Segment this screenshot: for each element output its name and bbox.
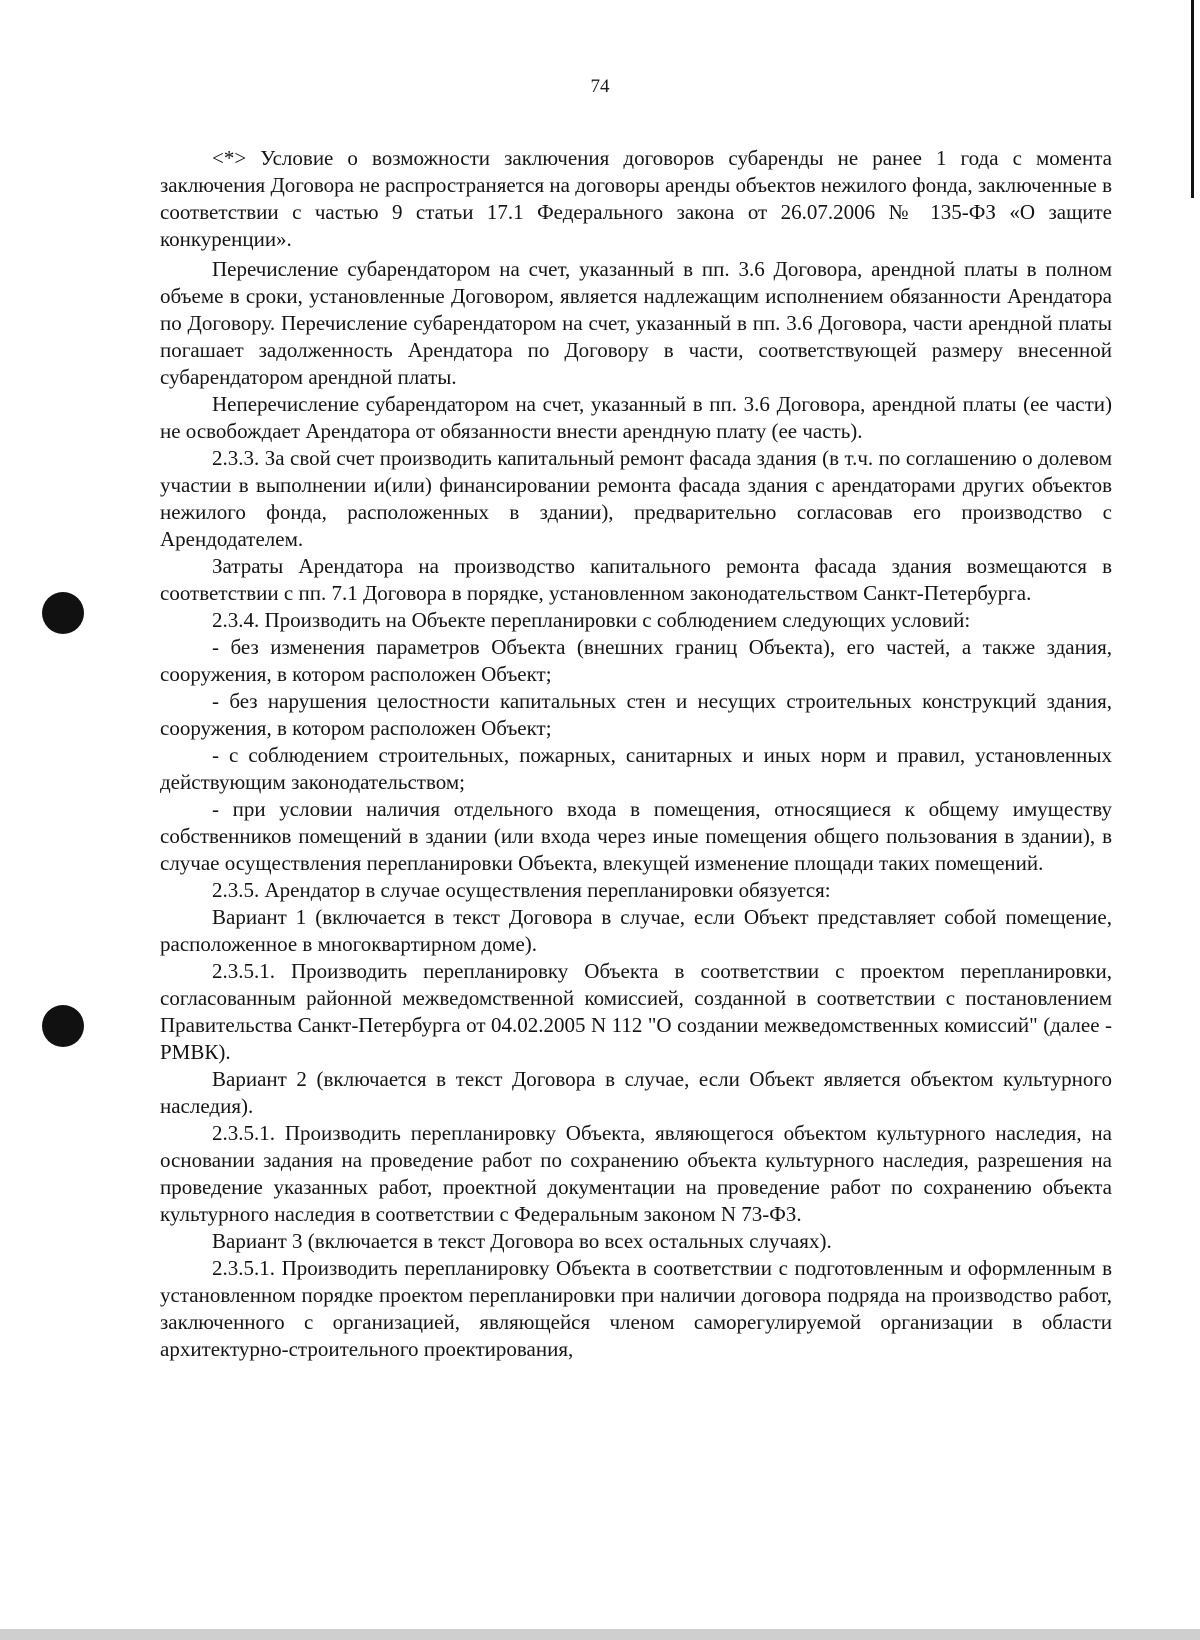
scan-edge-line [1191,0,1194,198]
clause-2-3-5-1: 2.3.5.1. Производить перепланировку Объекта в соответствии с подготовленным и оформленным в установленном порядке проектом перепланировки при наличии договора подряда на производство работ, заключенного с организацией, являющейся членом саморегулируемой организации в области архитектурно-строительного проектирования, [160,1256,1112,1361]
page-number: 74 [590,76,610,97]
paragraph: Перечисление субарендатором на счет, указанный в пп. 3.6 Договора, арендной платы в полном объеме в сроки, установленные Договором, является надлежащим исполнением обязанности Арендатора по Договору. Перечисление субарендатором на счет, указанный в пп. 3.6 Договора, части арендной платы погашает задолженность Арендатора по Договору в части, соответствующей размеру внесенной субарендатором арендной платы. [160,257,1112,389]
list-item: - с соблюдением строительных, пожарных, санитарных и иных норм и правил, установленных действующим законодательством; [160,743,1112,794]
list-item: - без нарушения целостности капитальных стен и несущих строительных конструкций здания, сооружения, в котором расположен Объект; [160,689,1112,740]
variant-3-heading: Вариант 3 (включается в текст Договора во всех остальных случаях). [212,1229,832,1253]
clause-2-3-4: 2.3.4. Производить на Объекте перепланировки с соблюдением следующих условий: [212,608,971,632]
paragraph: Неперечисление субарендатором на счет, указанный в пп. 3.6 Договора, арендной платы (ее части) не освобождает Арендатора от обязанности внести арендную плату (ее часть). [160,392,1112,443]
clause-2-3-3: 2.3.3. За свой счет производить капитальный ремонт фасада здания (в т.ч. по соглашению о долевом участии в выполнении и(или) финансировании ремонта фасада здания с арендаторами других объектов нежилого фонда, расположенных в здании), предварительно согласовав его производство с Арендодателем. [160,446,1112,551]
variant-2-heading: Вариант 2 (включается в текст Договора в случае, если Объект является объектом культурного наследия). [160,1067,1112,1118]
clause-2-3-5-1: 2.3.5.1. Производить перепланировку Объекта, являющегося объектом культурного наследия, на основании задания на проведение работ по сохранению объекта культурного наследия, разрешения на проведение указанных работ, проектной документации на проведение работ по сохранению объекта культурного наследия в соответствии с Федеральным законом N 73-ФЗ. [160,1121,1112,1226]
clause-2-3-5-1: 2.3.5.1. Производить перепланировку Объекта в соответствии с проектом перепланировки, согласованным районной межведомственной комиссией, созданной в соответствии с постановлением Правительства Санкт-Петербурга от 04.02.2005 N 112 "О создании межведомственных комиссий" (далее - РМВК). [160,959,1112,1064]
paragraph: Затраты Арендатора на производство капитального ремонта фасада здания возмещаются в соответствии с пп. 7.1 Договора в порядке, установленном законодательством Санкт-Петербурга. [160,554,1112,605]
footnote-paragraph: <*> Условие о возможности заключения договоров субаренды не ранее 1 года с момента заключения Договора не распространяется на договоры аренды объектов нежилого фонда, заключенные в соответствии с частью 9 статьи 17.1 Федерального закона от 26.07.2006 № 135-ФЗ «О защите конкуренции». [160,146,1112,251]
list-item: - без изменения параметров Объекта (внешних границ Объекта), его частей, а также здания, сооружения, в котором расположен Объект; [160,635,1112,686]
clause-2-3-5: 2.3.5. Арендатор в случае осуществления перепланировки обязуется: [212,878,831,902]
list-item: - при условии наличия отдельного входа в помещения, относящиеся к общему имуществу собственников помещений в здании (или входа через иные помещения общего пользования в здании), в случае осуществления перепланировки Объекта, влекущей изменение площади таких помещений. [160,797,1112,875]
variant-1-heading: Вариант 1 (включается в текст Договора в случае, если Объект представляет собой помещение, расположенное в многоквартирном доме). [160,905,1112,956]
binder-hole-mark [42,1005,84,1047]
document-body [160,145,1112,1363]
binder-hole-mark [42,592,84,634]
scan-bottom-edge [0,1629,1200,1640]
